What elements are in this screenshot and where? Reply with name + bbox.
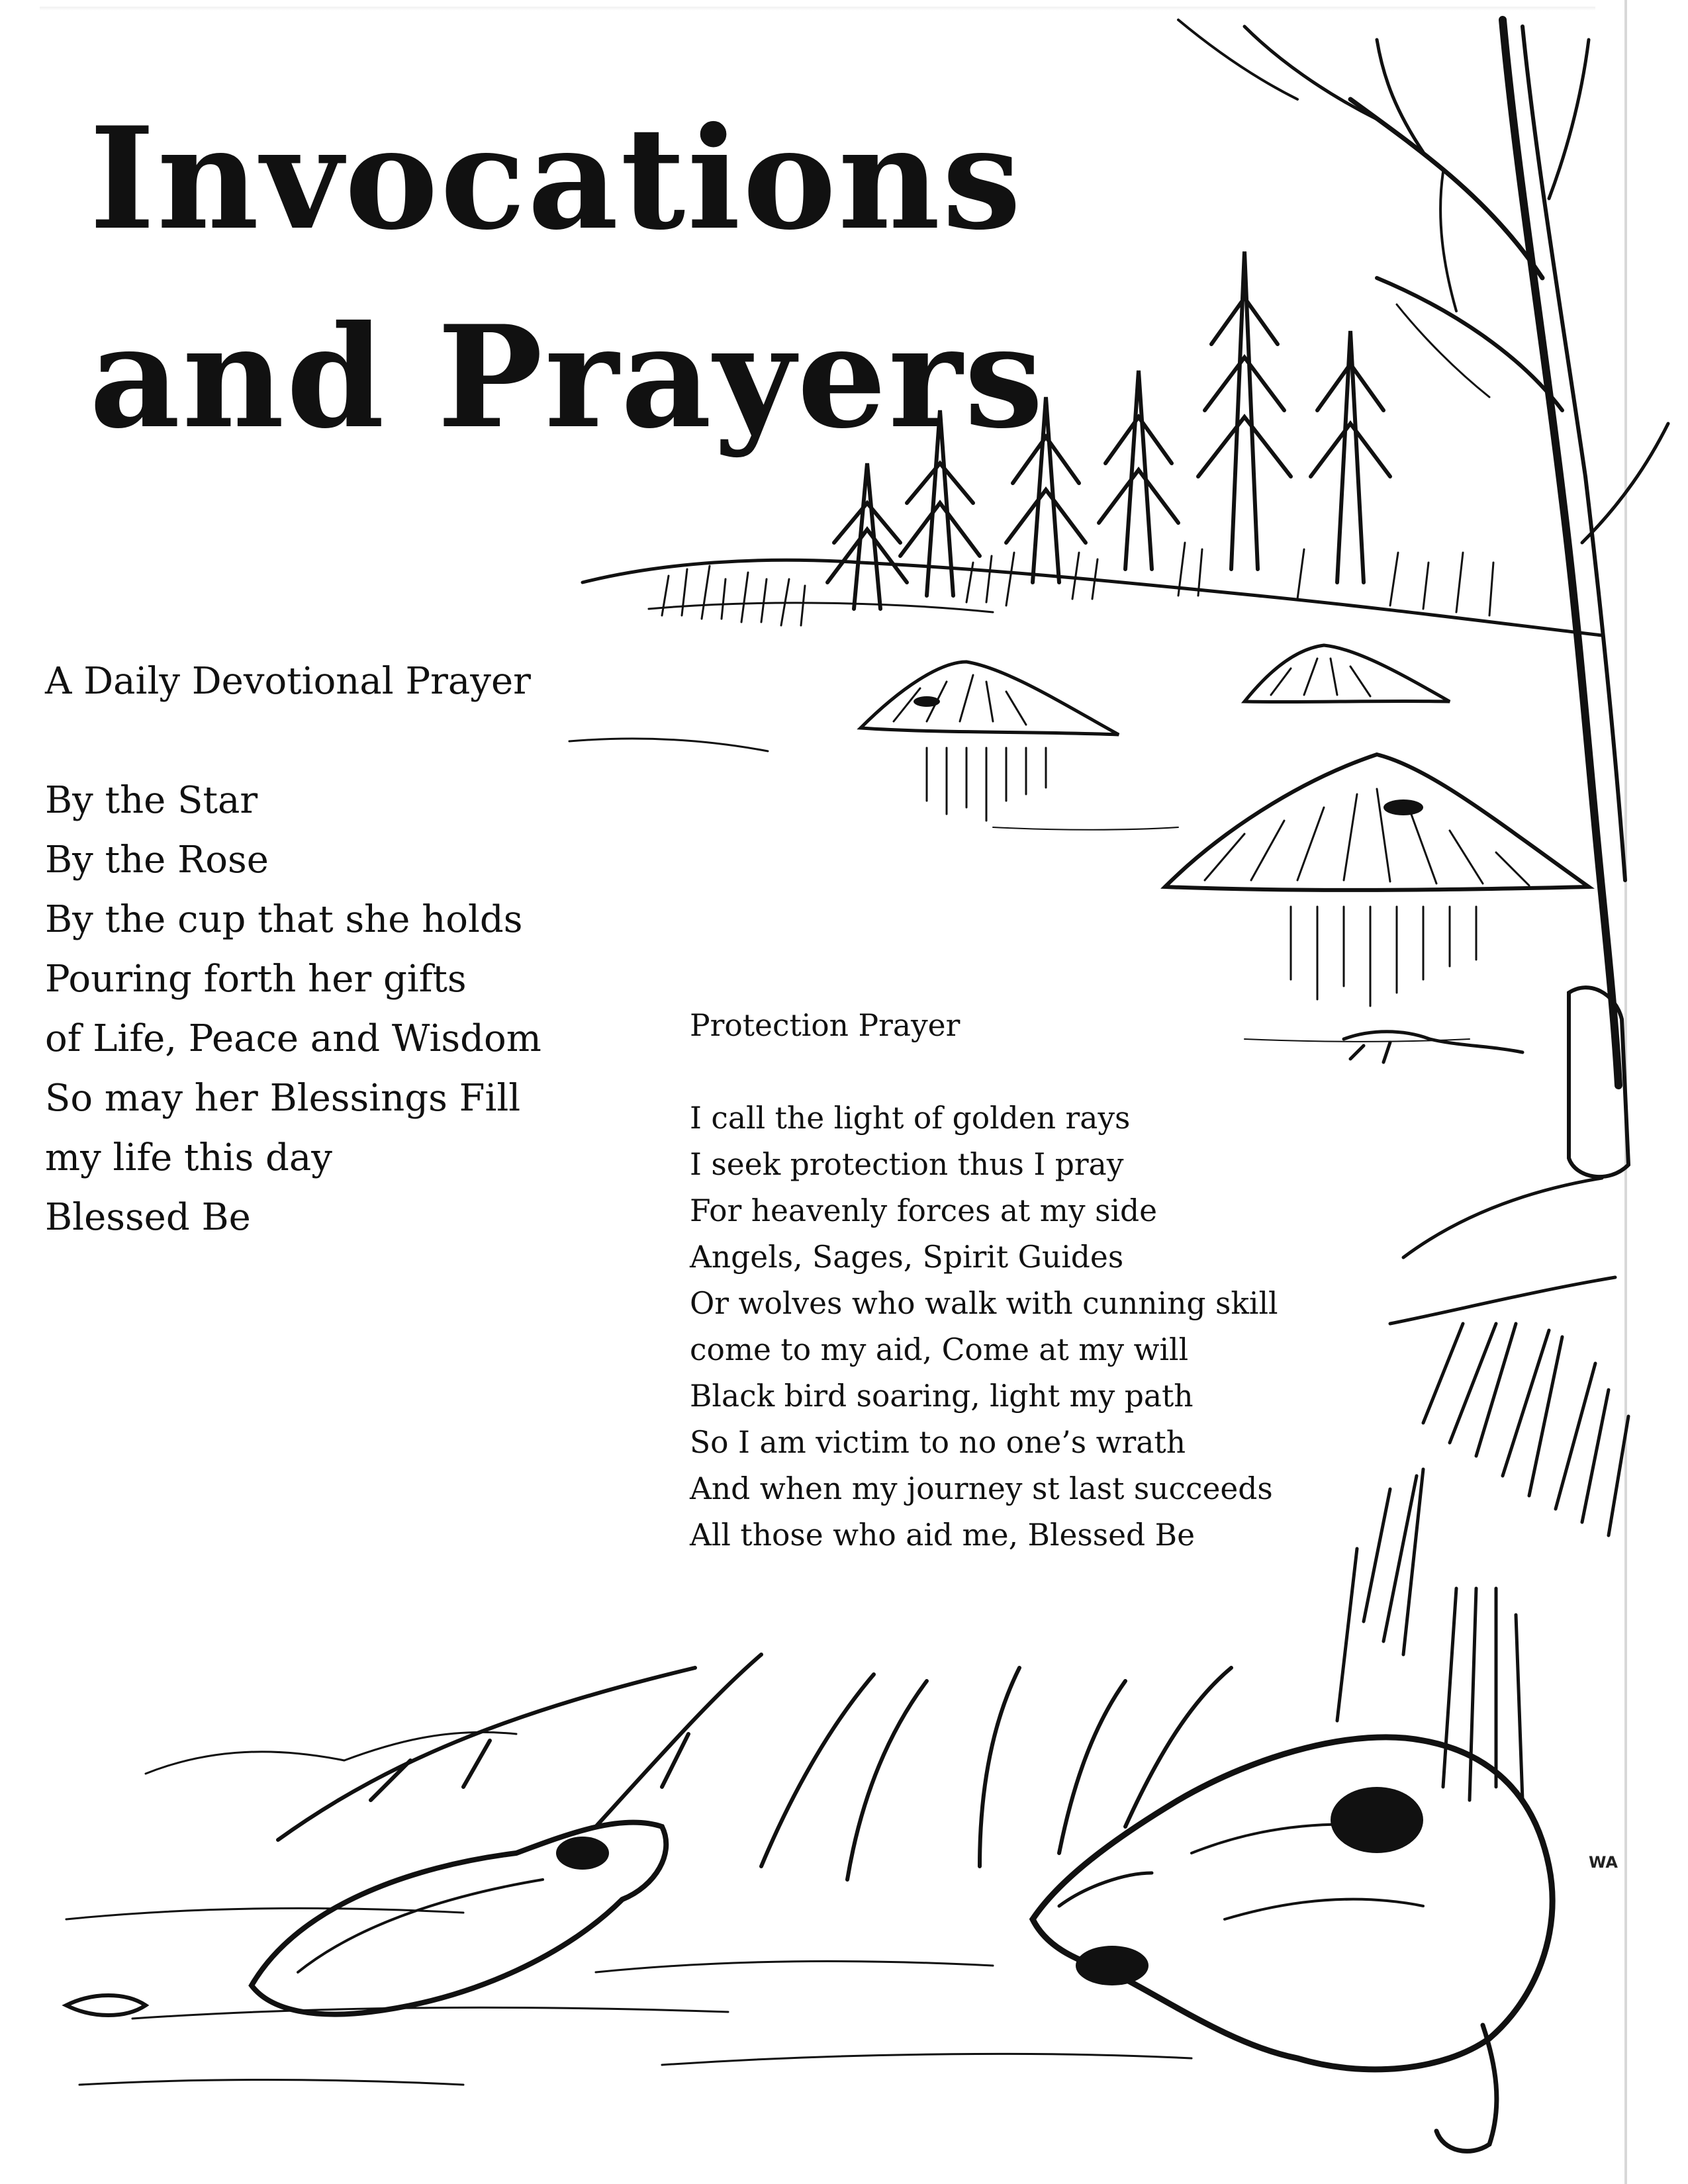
water-lines [66,1908,1192,2085]
shore-vegetation [662,543,1493,625]
beaver-lodge-large [1165,754,1589,890]
protection-prayer-heading: Protection Prayer [690,1008,961,1043]
daily-prayer-line: By the Rose [45,839,269,882]
daily-prayer-line: of Life, Peace and Wisdom [45,1017,541,1060]
title-line-2: and Prayers [89,295,1046,459]
protection-prayer-line: For heavenly forces at my side [690,1193,1158,1228]
protection-prayer-line: So I am victim to no one’s wrath [690,1425,1186,1460]
protection-prayer-line: I call the light of golden rays [690,1101,1131,1136]
water-reflections [927,748,1476,1042]
protection-prayer-line: Black bird soaring, light my path [690,1379,1194,1414]
beaver-lodge-small-right [1244,645,1450,702]
protection-prayer-line: All those who aid me, Blessed Be [690,1518,1196,1553]
daily-prayer-line: By the Star [45,779,258,822]
protection-prayer [690,1003,1418,1559]
birch-trunk [1503,20,1618,1085]
title-line-1: Invocations [89,96,1023,261]
protection-prayer-line: I seek protection thus I pray [690,1147,1124,1182]
daily-prayer-line: By the cup that she holds [45,898,523,941]
daily-prayer-line: Blessed Be [45,1196,251,1239]
daily-prayer-heading: A Daily Devotional Prayer [45,660,531,703]
daily-prayer-line: So may her Blessings Fill [45,1077,521,1120]
artist-signature: WA [1589,1853,1618,1872]
daily-prayer-line: my life this day [45,1136,332,1179]
daily-devotional-prayer [45,652,667,1248]
protection-prayer-line: come to my aid, Come at my will [690,1332,1189,1367]
protection-prayer-line: And when my journey st last succeeds [690,1471,1273,1506]
page-title [89,79,1045,477]
protection-prayer-line: Angels, Sages, Spirit Guides [690,1240,1124,1275]
daily-prayer-line: Pouring forth her gifts [45,958,467,1001]
protection-prayer-line: Or wolves who walk with cunning skill [690,1286,1278,1321]
beaver-dam-sticks [278,1655,1231,1880]
